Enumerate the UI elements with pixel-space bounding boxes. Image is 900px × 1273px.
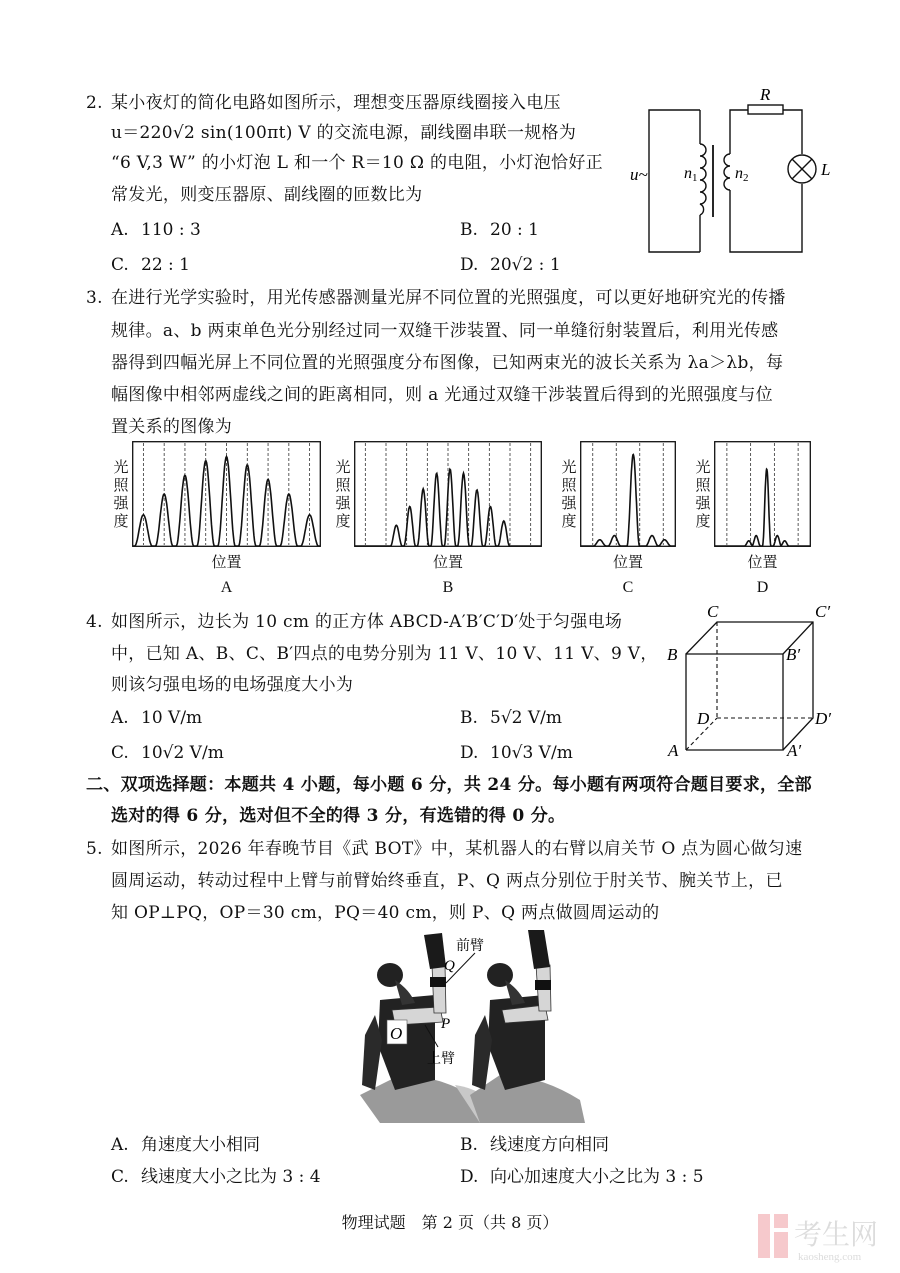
option-b[interactable]	[460, 219, 539, 241]
lamp-label: L	[821, 160, 831, 179]
chart-letter: D	[756, 579, 769, 596]
watermark-cn: 考生网	[794, 1220, 879, 1251]
point-o-label: O	[390, 1024, 403, 1043]
question-number: 3.	[86, 288, 103, 308]
point-q-label: Q	[444, 958, 455, 974]
chart-xlabel: 位置	[211, 553, 242, 571]
option-text: 向心加速度大小之比为 3 : 5	[490, 1167, 704, 1187]
chart-plot	[132, 441, 321, 547]
page-footer: 物理试题 第 2 页（共 8 页）	[341, 1213, 559, 1232]
chart-xlabel: 位置	[612, 553, 643, 571]
section-title-line: 选对的得 6 分，选对但不全的得 3 分，有选错的得 0 分。	[111, 806, 566, 826]
option-key: B.	[460, 708, 478, 728]
option-text: 线速度大小之比为 3 : 4	[141, 1167, 321, 1187]
n2-label: n2	[735, 165, 749, 184]
forearm-label: 前臂	[456, 939, 484, 954]
option-key: B.	[460, 220, 478, 240]
question-text-line: 如图所示，边长为 10 cm 的正方体 ABCD-A′B′C′D′处于匀强电场	[111, 612, 623, 632]
option-key: B.	[460, 1135, 478, 1155]
question-text-line: 中，已知 A、B、C、B′四点的电势分别为 11 V、10 V、11 V、9 V，	[111, 644, 658, 664]
vertex-a-prime: A′	[787, 741, 802, 760]
robot-figure	[340, 925, 590, 1125]
question-text-line: 如图所示，2026 年春晚节目《武 BOT》中，某机器人的右臂以肩关节 O 点为圆心做匀速	[111, 839, 803, 859]
chart-plot	[354, 441, 542, 547]
question-text-line: 幅图像中相邻两虚线之间的距离相同，则 a 光通过双缝干涉装置后得到的光照强度与位	[111, 385, 773, 405]
chart-xlabel: 位置	[747, 553, 778, 571]
question-text-line: 器得到四幅光屏上不同位置的光照强度分布图像，已知两束光的波长关系为 λa＞λb，每	[111, 353, 784, 373]
vertex-c: C	[707, 602, 719, 621]
n1-label: n1	[684, 165, 698, 184]
question-number: 4.	[86, 612, 103, 632]
option-key: C.	[111, 743, 129, 763]
chart-ylabel: 光照强度	[561, 458, 577, 530]
cube-hidden-edges	[686, 622, 813, 750]
chart-letter: C	[622, 579, 634, 596]
robot-right-illustration	[470, 930, 585, 1123]
option-d[interactable]	[460, 1166, 704, 1188]
option-key: D.	[460, 255, 479, 275]
option-text: 角速度大小相同	[141, 1135, 260, 1155]
vertex-b: B	[667, 645, 678, 664]
option-a[interactable]	[111, 1134, 260, 1156]
option-c[interactable]	[111, 254, 190, 276]
chart-frame	[715, 442, 811, 547]
chart-ylabel: 光照强度	[335, 458, 351, 530]
secondary-coil	[724, 154, 730, 190]
point-p-label: P	[441, 1016, 451, 1032]
option-a[interactable]	[111, 219, 201, 241]
chart-plot	[580, 441, 676, 547]
chart-ylabel: 光照强度	[695, 458, 711, 530]
option-key: D.	[460, 743, 479, 763]
option-key: A.	[111, 708, 129, 728]
option-text: 线速度方向相同	[490, 1135, 609, 1155]
resistor	[748, 105, 783, 114]
option-b[interactable]	[460, 707, 562, 729]
watermark-en: kaosheng.com	[798, 1251, 862, 1263]
option-text: 22 : 1	[141, 255, 190, 275]
watermark-logo-icon	[758, 1214, 788, 1258]
option-text: 10 V/m	[141, 708, 203, 728]
question-text-line: 常发光，则变压器原、副线圈的匝数比为	[111, 185, 423, 205]
chart-xlabel: 位置	[432, 553, 463, 571]
option-text: 110 : 3	[141, 220, 201, 240]
question-text-line: “6 V,3 W” 的小灯泡 L 和一个 R＝10 Ω 的电阻，小灯泡恰好正	[111, 153, 603, 173]
option-key: A.	[111, 220, 129, 240]
cube-diagram	[660, 600, 840, 770]
intensity-curve	[581, 455, 675, 547]
primary-coil	[700, 144, 706, 215]
option-key: C.	[111, 1167, 129, 1187]
transformer-circuit-diagram	[620, 80, 840, 260]
option-d[interactable]	[460, 742, 573, 764]
vertex-c-prime: C′	[815, 602, 831, 621]
question-text-line: 圆周运动，转动过程中上臂与前臂始终垂直，P、Q 两点分别位于肘关节、腕关节上，已	[111, 871, 783, 891]
upper-arm-label: 上臂	[427, 1052, 455, 1067]
chart-ylabel: 光照强度	[113, 458, 129, 530]
resistor-label: R	[760, 85, 771, 104]
option-text: 20 : 1	[490, 220, 539, 240]
watermark-logo	[758, 1210, 898, 1266]
option-text: 20√2 : 1	[490, 255, 561, 275]
option-d[interactable]	[460, 254, 561, 276]
question-text-line: 置关系的图像为	[111, 417, 233, 437]
chart-letter: A	[220, 579, 233, 596]
vertex-b-prime: B′	[786, 645, 801, 664]
chart-letter: B	[442, 579, 454, 596]
question-text-line: 某小夜灯的简化电路如图所示，理想变压器原线圈接入电压	[111, 93, 561, 113]
section-title-line: 二、双项选择题：本题共 4 小题，每小题 6 分，共 24 分。每小题有两项符合题目要求，全部	[86, 775, 812, 795]
option-b[interactable]	[460, 1134, 609, 1156]
question-number: 5.	[86, 839, 103, 859]
question-text-line: u＝220√2 sin(100πt) V 的交流电源，副线圈串联一规格为	[111, 123, 577, 143]
option-key: D.	[460, 1167, 479, 1187]
option-text: 5√2 V/m	[490, 708, 562, 728]
vertex-a: A	[668, 741, 679, 760]
question-text-line: 规律。a、b 两束单色光分别经过同一双缝干涉装置、同一单缝衍射装置后，利用光传感	[111, 321, 779, 341]
option-key: C.	[111, 255, 129, 275]
vertex-d-prime: D′	[815, 709, 831, 728]
chart-plot	[714, 441, 811, 547]
question-text-line: 在进行光学实验时，用光传感器测量光屏不同位置的光照强度，可以更好地研究光的传播	[111, 288, 786, 308]
option-key: A.	[111, 1135, 129, 1155]
question-text-line: 知 OP⊥PQ，OP＝30 cm，PQ＝40 cm，则 P、Q 两点做圆周运动的	[111, 903, 660, 923]
option-text: 10√3 V/m	[490, 743, 573, 763]
intensity-curve	[715, 469, 810, 546]
option-a[interactable]	[111, 707, 202, 729]
vertex-d: D	[697, 709, 710, 728]
source-label: u~	[630, 165, 648, 184]
question-text-line: 则该匀强电场的电场强度大小为	[111, 675, 354, 695]
question-number: 2.	[86, 93, 103, 113]
option-c[interactable]	[111, 742, 224, 764]
option-c[interactable]	[111, 1166, 321, 1188]
cube-front-face	[686, 654, 783, 750]
option-text: 10√2 V/m	[141, 743, 224, 763]
